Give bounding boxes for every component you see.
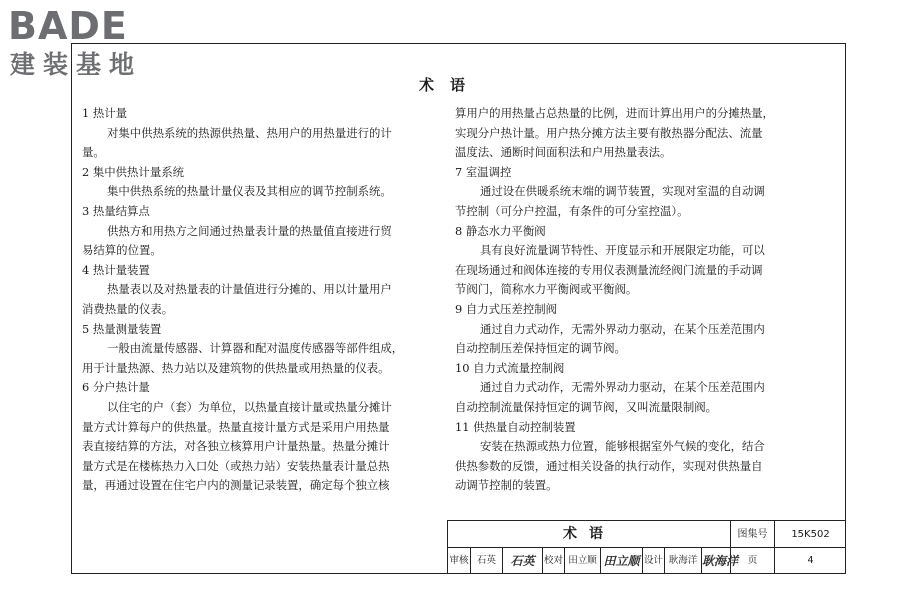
right-column: [455, 104, 774, 496]
text-line: 表直接结算的方法，对各独立核算用户计量热量。热量分摊计: [82, 439, 390, 454]
text-line: 易结算的位置。: [82, 243, 162, 258]
text-line: 热量表以及对热量表的计量值进行分摊的、用以计量用户: [107, 282, 392, 297]
logo-text-cn: 建装基地: [10, 50, 143, 79]
text-line: 动调节控制的装置。: [455, 478, 558, 493]
text-line: 以住宅的户（套）为单位，以热量直接计量或热量分摊计: [107, 399, 392, 414]
review-label: 审核: [448, 548, 471, 574]
text-line: 自动控制流量保持恒定的调节阀，又叫流量限制阀。: [455, 399, 717, 414]
text-line: 集中供热系统的热量计量仪表及其相应的调节控制系统。: [107, 184, 392, 199]
text-line: 算用户的用热量占总热量的比例，进而计算出用户的分摊热量，: [455, 106, 774, 120]
atlas-number-value: 15K502: [775, 521, 846, 548]
title-block: [447, 520, 845, 573]
term-heading: 1 热计量: [82, 106, 128, 120]
page-label: 页: [731, 548, 775, 574]
logo-text-en: BADE: [8, 4, 128, 48]
text-line: 节控制（可分户控温，有条件的可分室控温）。: [455, 203, 689, 218]
page-number: 4: [807, 555, 814, 566]
term-heading: 3 热量结算点: [82, 203, 150, 218]
term-heading: 7 室温调控: [455, 164, 512, 179]
text-line: 对集中供热系统的热源供热量、热用户的用热量进行的计: [107, 125, 392, 140]
text-line: 在现场通过和阀体连接的专用仪表测量流经阀门流量的手动调: [455, 262, 763, 277]
text-line: 消费热量的仪表。: [82, 301, 174, 316]
text-line: 节阀门，简称水力平衡阀或平衡阀。: [455, 282, 638, 297]
text-line: 供热方和用热方之间通过热量表计量的热量值直接进行贸: [107, 223, 392, 238]
text-line: 量方式是在楼栋热力入口处（或热力站）安装热量表计量总热: [82, 458, 390, 473]
text-line: 用于计量热源、热力站以及建筑物的供热量或用热量的仪表。: [82, 360, 390, 375]
term-heading: 10 自力式流量控制阀: [455, 360, 565, 375]
text-line: 通过自力式动作，无需外界动力驱动，在某个压差范围内: [480, 321, 765, 336]
review-name: 石英: [471, 548, 503, 574]
review-signature: 石英: [503, 548, 543, 574]
term-heading: 6 分户热计量: [82, 380, 150, 395]
left-column: [82, 104, 403, 496]
design-signature: 耿海洋: [702, 548, 731, 574]
check-signature: 田立顺: [601, 548, 643, 574]
term-heading: 2 集中供热计量系统: [82, 164, 184, 179]
text-line: 通过设在供暖系统末端的调节装置，实现对室温的自动调: [480, 184, 765, 199]
term-heading: 8 静态水力平衡阀: [455, 223, 546, 238]
term-heading: 11 供热量自动控制装置: [455, 419, 576, 434]
title-block-title: 术语: [448, 521, 731, 548]
text-line: 一般由流量传感器、计算器和配对温度传感器等部件组成，: [107, 341, 404, 356]
check-label: 校对: [543, 548, 565, 574]
atlas-number-label: 图集号: [731, 521, 775, 548]
text-line: 量，再通过设置在住宅户内的测量记录装置，确定每个独立核: [82, 478, 390, 493]
design-label: 设计: [643, 548, 665, 574]
text-line: 实现分户热计量。用户热分摊方法主要有散热器分配法、流量: [455, 125, 763, 140]
text-line: 量方式计算每户的供热量。热量直接计量方式是采用户用热量: [82, 419, 390, 434]
text-line: 自动控制压差保持恒定的调节阀。: [455, 341, 626, 356]
term-heading: 5 热量测量装置: [82, 321, 162, 336]
text-line: 温度法、通断时间面积法和户用热量表法。: [455, 145, 672, 160]
text-line: 安装在热源或热力位置，能够根据室外气候的变化，结合: [480, 439, 765, 454]
text-line: 供热参数的反馈，通过相关设备的执行动作，实现对供热量自: [455, 458, 763, 473]
text-line: 具有良好流量调节特性、开度显示和开展限定功能，可以: [480, 243, 765, 258]
text-line: 通过自力式动作，无需外界动力驱动，在某个压差范围内: [480, 380, 765, 395]
design-name: 耿海洋: [665, 548, 702, 574]
check-name: 田立顺: [565, 548, 601, 574]
text-line: 量。: [82, 145, 105, 160]
page-title: 术语: [418, 76, 481, 94]
signature-row: [448, 548, 846, 574]
term-heading: 4 热计量装置: [82, 262, 150, 277]
term-heading: 9 自力式压差控制阀: [455, 301, 557, 316]
